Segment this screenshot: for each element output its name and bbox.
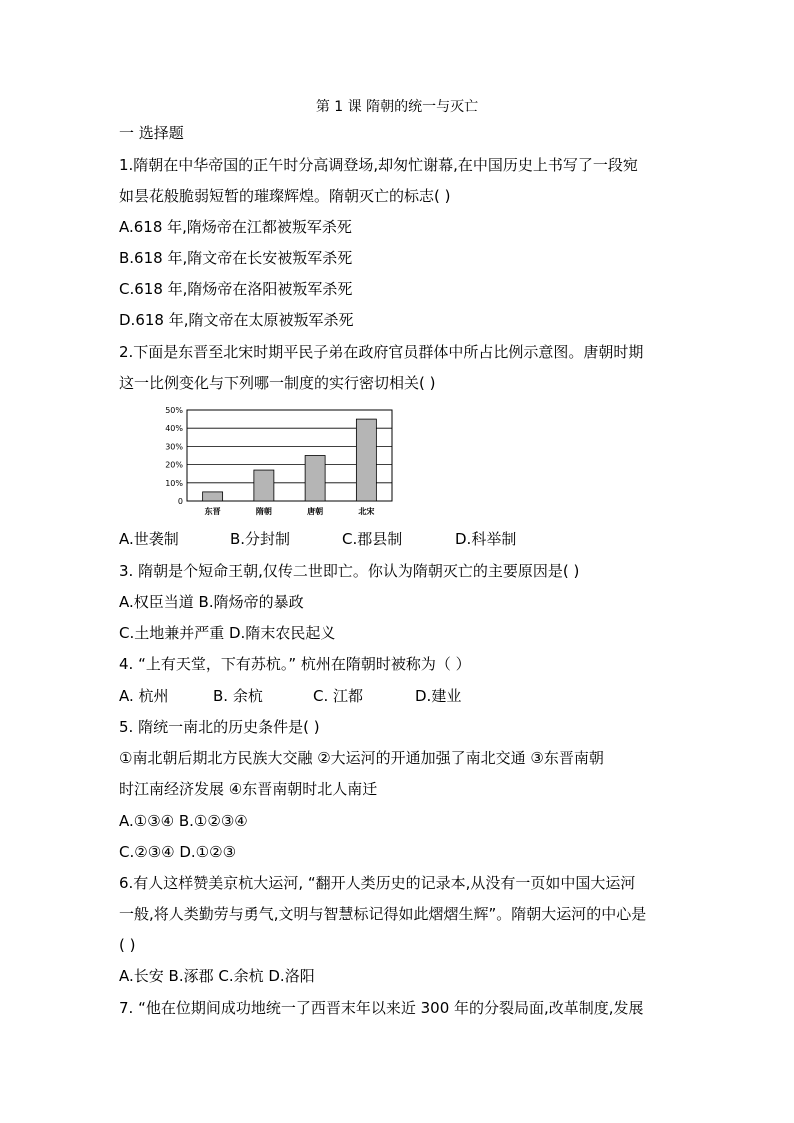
chart-y-tick-label: 50% [165,406,183,415]
q3-stem: 3. 隋朝是个短命王朝,仅传二世即亡。你认为隋朝灭亡的主要原因是( ) [119,562,580,580]
chart-y-tick-label: 30% [165,442,183,452]
q2-option-c: C.郡县制 [342,530,403,548]
q7-stem-line1: 7. “他在位期间成功地统一了西晋末年以来近 300 年的分裂局面,改革制度,发展 [119,999,644,1017]
q4-stem: 4. “上有天堂，下有苏杭。” 杭州在隋朝时被称为（ ） [119,655,471,673]
q1-stem-line1: 1.隋朝在中华帝国的正午时分高调登场,却匆忙谢幕,在中国历史上书写了一段宛 [119,156,638,174]
q1-option-c: C.618 年,隋炀帝在洛阳被叛军杀死 [119,280,353,298]
bar-chart [150,400,410,522]
chart-bar [356,419,376,501]
q1-stem-line2: 如昙花般脆弱短暂的璀璨辉煌。隋朝灭亡的标志( ) [119,187,451,205]
chart-x-category-label: 北宋 [358,507,375,516]
page-title: 第 1 课 隋朝的统一与灭亡 [315,99,479,115]
q2-option-b: B.分封制 [230,530,291,548]
q2-option-a: A.世袭制 [119,530,179,548]
chart-x-category-label: 唐朝 [307,507,324,516]
chart-y-tick-label: 20% [165,460,183,470]
q5-options-line1: A.①③④ B.①②③④ [119,812,248,830]
q2-stem-line1: 2.下面是东晋至北宋时期平民子弟在政府官员群体中所占比例示意图。唐朝时期 [119,343,644,361]
q5-options-line2: C.②③④ D.①②③ [119,843,237,861]
q6-stem-line1: 6.有人这样赞美京杭大运河, “翻开人类历史的记录本,从没有一页如中国大运河 [119,874,636,892]
chart-bar [203,492,223,501]
section-heading: 一 选择题 [119,124,184,142]
q5-stem: 5. 隋统一南北的历史条件是( ) [119,718,320,736]
chart-x-category-label: 东晋 [204,507,221,516]
q3-options-line1: A.权臣当道 B.隋炀帝的暴政 [119,593,304,611]
chart-y-tick-label: 0 [177,497,183,506]
chart-y-tick-label: 40% [165,424,183,434]
q4-option-d: D.建业 [415,687,462,705]
chart-x-category-label: 隋朝 [255,507,272,516]
q5-conditions-line1: ①南北朝后期北方民族大交融 ②大运河的开通加强了南北交通 ③东晋南朝 [119,749,604,767]
q6-stem-line3: ( ) [119,936,136,954]
q4-option-a: A. 杭州 [119,687,169,705]
q6-stem-line2: 一般,将人类勤劳与勇气,文明与智慧标记得如此熠熠生辉”。隋朝大运河的中心是 [119,905,647,923]
q5-conditions-line2: 时江南经济发展 ④东晋南朝时北人南迁 [119,780,378,798]
q1-option-b: B.618 年,隋文帝在长安被叛军杀死 [119,249,353,267]
chart-bar [305,456,325,502]
q3-options-line2: C.土地兼并严重 D.隋末农民起义 [119,624,336,642]
q2-option-d: D.科举制 [455,530,517,548]
q1-option-a: A.618 年,隋炀帝在江都被叛军杀死 [119,218,352,236]
q4-option-b: B. 余杭 [213,687,263,705]
q2-stem-line2: 这一比例变化与下列哪一制度的实行密切相关( ) [119,374,436,392]
q1-option-d: D.618 年,隋文帝在太原被叛军杀死 [119,311,354,329]
q6-options: A.长安 B.涿郡 C.余杭 D.洛阳 [119,967,315,985]
chart-bar [254,470,274,501]
q4-option-c: C. 江都 [313,687,364,705]
chart-y-tick-label: 10% [165,478,183,488]
